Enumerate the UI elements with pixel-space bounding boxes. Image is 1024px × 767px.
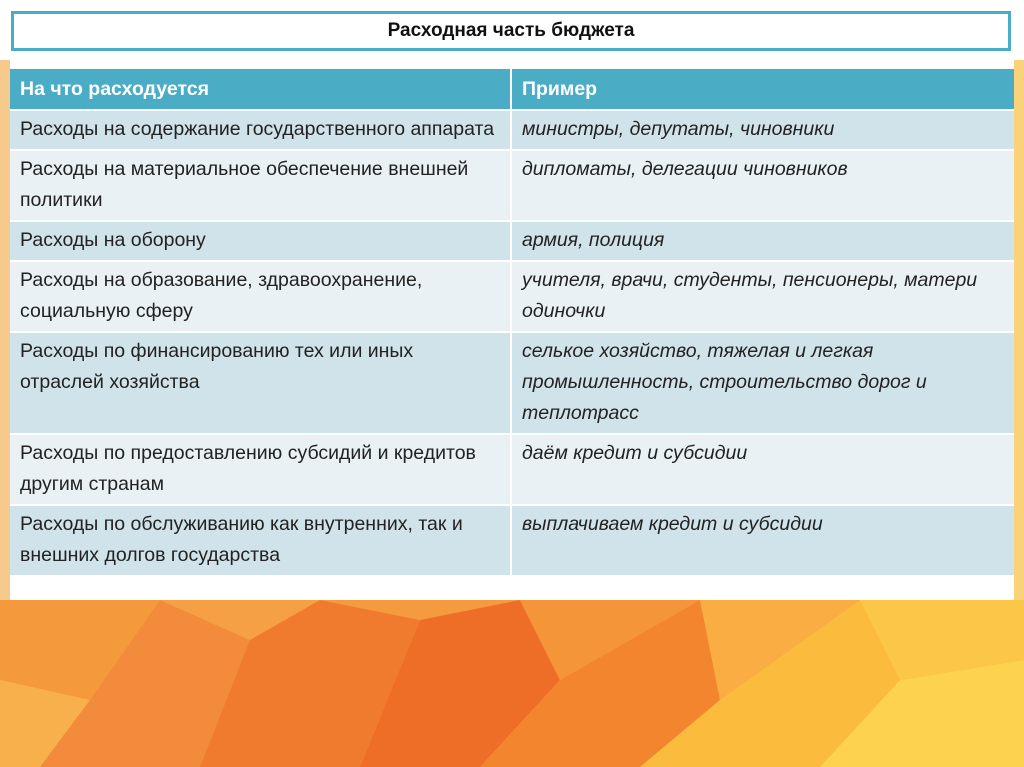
table-header-row [10, 69, 1014, 110]
expense-cell: Расходы по обслуживанию как внутренних, так и внешних долгов государства [10, 505, 511, 575]
page-title: Расходная часть бюджета [387, 20, 635, 41]
column-header-example: Пример [511, 69, 1014, 110]
expense-cell: Расходы на содержание государственного аппарата [10, 110, 511, 150]
expense-cell: Расходы на материальное обеспечение внешней политики [10, 150, 511, 221]
table-row [10, 261, 1014, 332]
budget-expenses-table [10, 69, 1014, 575]
table-row [10, 221, 1014, 261]
column-header-expense: На что расходуется [10, 69, 511, 110]
expense-cell: Расходы на оборону [10, 221, 511, 261]
table-row [10, 434, 1014, 505]
table-row [10, 150, 1014, 221]
table-row [10, 505, 1014, 575]
example-cell: дипломаты, делегации чиновников [511, 150, 1014, 221]
example-cell: учителя, врачи, студенты, пенсионеры, матери одиночки [511, 261, 1014, 332]
example-cell: армия, полиция [511, 221, 1014, 261]
table-row [10, 332, 1014, 434]
example-cell: министры, депутаты, чиновники [511, 110, 1014, 150]
example-cell: даём кредит и субсидии [511, 434, 1014, 505]
example-cell: селькое хозяйство, тяжелая и легкая промышленность, строительство дорог и теплотрасс [511, 332, 1014, 434]
table-row [10, 110, 1014, 150]
title-box [11, 11, 1011, 51]
expense-cell: Расходы по финансированию тех или иных отраслей хозяйства [10, 332, 511, 434]
expense-cell: Расходы на образование, здравоохранение, социальную сферу [10, 261, 511, 332]
example-cell: выплачиваем кредит и субсидии [511, 505, 1014, 575]
expense-cell: Расходы по предоставлению субсидий и кредитов другим странам [10, 434, 511, 505]
